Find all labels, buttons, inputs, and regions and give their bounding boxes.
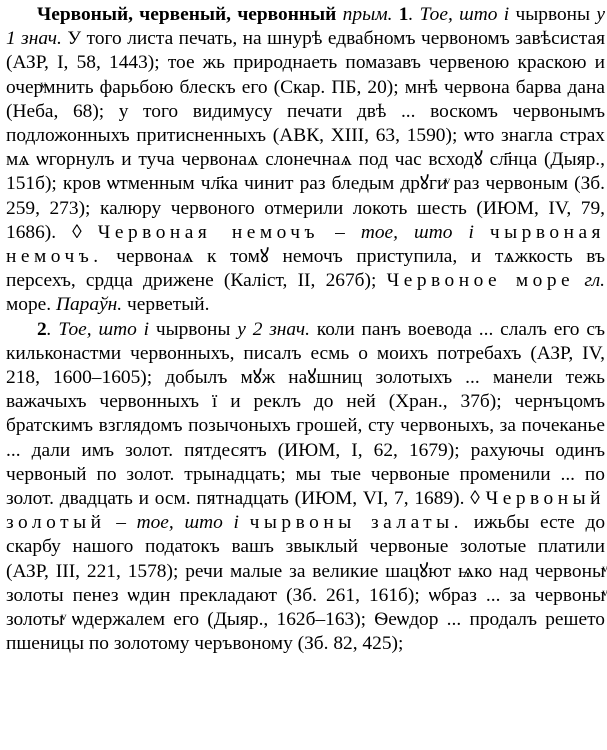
phrase-1-target: чырвоная немочъ.	[6, 221, 605, 268]
phrase-2-target: море.	[6, 294, 52, 316]
phrase-3-label: Червоный золотый	[6, 488, 606, 534]
sense-2-gloss-word: чырвоны	[155, 318, 231, 340]
phrase-1-label: Червоная немочъ	[97, 221, 320, 243]
sense-1-gloss-word: чырвоны	[515, 4, 591, 25]
phrase-2-label: Червоное море	[386, 270, 575, 292]
sense-1-gloss-ref: у 1 знач.	[6, 4, 605, 50]
sense-2-gloss-ref: у 2 знач.	[237, 318, 310, 340]
phrase-1-gloss: тое, што і	[360, 221, 474, 243]
phrase-3-target: чырвоны залаты.	[249, 512, 464, 534]
phrase-1-body: червонаѧ к томꙋ немочъ приступила, и тѧжкость въ персехъ, срдца дрижене (Каліст, ІІ, 267б);	[6, 246, 605, 292]
sense-2-number: 2	[37, 318, 47, 340]
phrase-3-body: ижьбы есте до скарбу нашого податокъ вашъ звыклый червоные золотые платили (АЗР, ІІІ, 221, 1578); речи малые за великие шацꙋют ѩко над червоныͮ золоты пенез ѡдин прекладают (Зб. 261, 161б); ѡбраз ... за червоныͮ золотыͮ ѡдержалем его (Дыяр., 162б–163); Ѳеѡдор ... продалъ решето пшеницы по золотому черъвоному (Зб. 82, 425);	[6, 512, 606, 655]
headword: Червоный, червеный, червонный	[37, 4, 337, 25]
sense-1-body: У того листа печать, на шнурѣ едвабномъ червономъ завѣсистая (АЗР, І, 58, 1443); тое жь природнаеть помазавъ червеною краскою и очерͮмнить фарьбою блескъ его (Скар. ПБ, 20); мнѣ червона барва дана (Неба, 68); у того видимусу печати двѣ ... воскомъ червонымъ подложонныхъ притисненныхъ (АВК, XIII, 63, 1590); ѡто знагла страх мѧ ѡгорнулъ и туча червонаѧ слонечнаѧ под час всходꙋ сл҃нца (Дыяр., 151б); кров ѡтменным чл҃ка чинит раз бледым дрꙋгиͮ раз червоным (Зб. 259, 273); калюру червоного отмерили локоть шесть (ИЮМ, IV, 79, 1686).	[6, 28, 605, 243]
sense-1-paragraph: Червоный, червеный, червонный прым. 1. Тое, што і чырвоны у 1 знач. У того листа печать, на шнурѣ едвабномъ червономъ завѣсистая (АЗР, І, 58, 1443); тое жь природнаеть помазавъ червеною краскою и очерͮмнить фарьбою блескъ его (Скар. ПБ, 20); мнѣ червона барва дана (Неба, 68); у того видимусу печати двѣ ... воскомъ червонымъ подложонныхъ притисненныхъ (АВК, XIII, 63, 1590); ѡто знагла страх мѧ ѡгорнулъ и туча червонаѧ слонечнаѧ под час всходꙋ сл҃нца (Дыяр., 151б); кров ѡтменным чл҃ка чинит раз бледым дрꙋгиͮ раз червоным (Зб. 259, 273); калюру червоного отмерили локоть шесть (ИЮМ, IV, 79, 1686). ◊ Червоная немочъ – тое, што і чырвоная немочъ. червонаѧ к томꙋ немочъ приступила, и тѧжкость въ персехъ, срдца дрижене (Каліст, ІІ, 267б); Червоное море гл. море. Параўн. черветый.	[6, 4, 606, 316]
phrase-3-gloss: тое, што і	[136, 512, 239, 534]
sense-1-gloss-lead: . Тое, што і	[408, 4, 510, 25]
sense-2-body: коли панъ воевода ... слалъ его съ кильконастми червонныхъ, писалъ есмь о моихъ потребахъ (АЗР, IV, 218, 1600–1605); добылъ мꙋж наꙋшниц золотыхъ ... манели тежь важачыхъ червонныхъ ї и реклъ до ней (Хран., 37б); чернъцомъ братскимъ взглядомъ позычоныхъ грошей, сту червоныхъ, за почеканье ... дали имъ золот. пятдесятъ (ИЮМ, І, 62, 1679); рахуючы одинъ червоный по золот. трынадцать; мы тые червоные променили ... по золот. двадцать и осм. пятнадцать (ИЮМ, VI, 7, 1689).	[6, 318, 605, 510]
part-of-speech: прым.	[342, 4, 393, 25]
sense-2-paragraph: 2. Тое, што і чырвоны у 2 знач. коли панъ воевода ... слалъ его съ кильконастми червонныхъ, писалъ есмь о моихъ потребахъ (АЗР, IV, 218, 1600–1605); добылъ мꙋж наꙋшниц золотыхъ ... манели тежь важачыхъ червонныхъ ї и реклъ до ней (Хран., 37б); чернъцомъ братскимъ взглядомъ позычоныхъ грошей, сту червоныхъ, за почеканье ... дали имъ золот. пятдесятъ (ИЮМ, І, 62, 1679); рахуючы одинъ червоный по золот. трынадцать; мы тые червоные променили ... по золот. двадцать и осм. пятнадцать (ИЮМ, VI, 7, 1689). ◊ Червоный золотый – тое, што і чырвоны залаты. ижьбы есте до скарбу нашого податокъ вашъ звыклый червоные золотые платили (АЗР, ІІІ, 221, 1578); речи малые за великие шацꙋют ѩко над червоныͮ золоты пенез ѡдин прекладают (Зб. 261, 161б); ѡбраз ... за червоныͮ золотыͮ ѡдержалем его (Дыяр., 162б–163); Ѳеѡдор ... продалъ решето пшеницы по золотому черъвоному (Зб. 82, 425);	[6, 318, 606, 655]
sense-2-gloss-lead: . Тое, што і	[46, 318, 149, 340]
phrase-2-abbr: гл.	[584, 270, 606, 292]
phrase-2-author: Параўн.	[55, 294, 123, 316]
phrase-2-compare: черветый.	[127, 294, 210, 316]
sense-1-number: 1	[398, 4, 409, 25]
dictionary-entry	[6, 3, 605, 656]
